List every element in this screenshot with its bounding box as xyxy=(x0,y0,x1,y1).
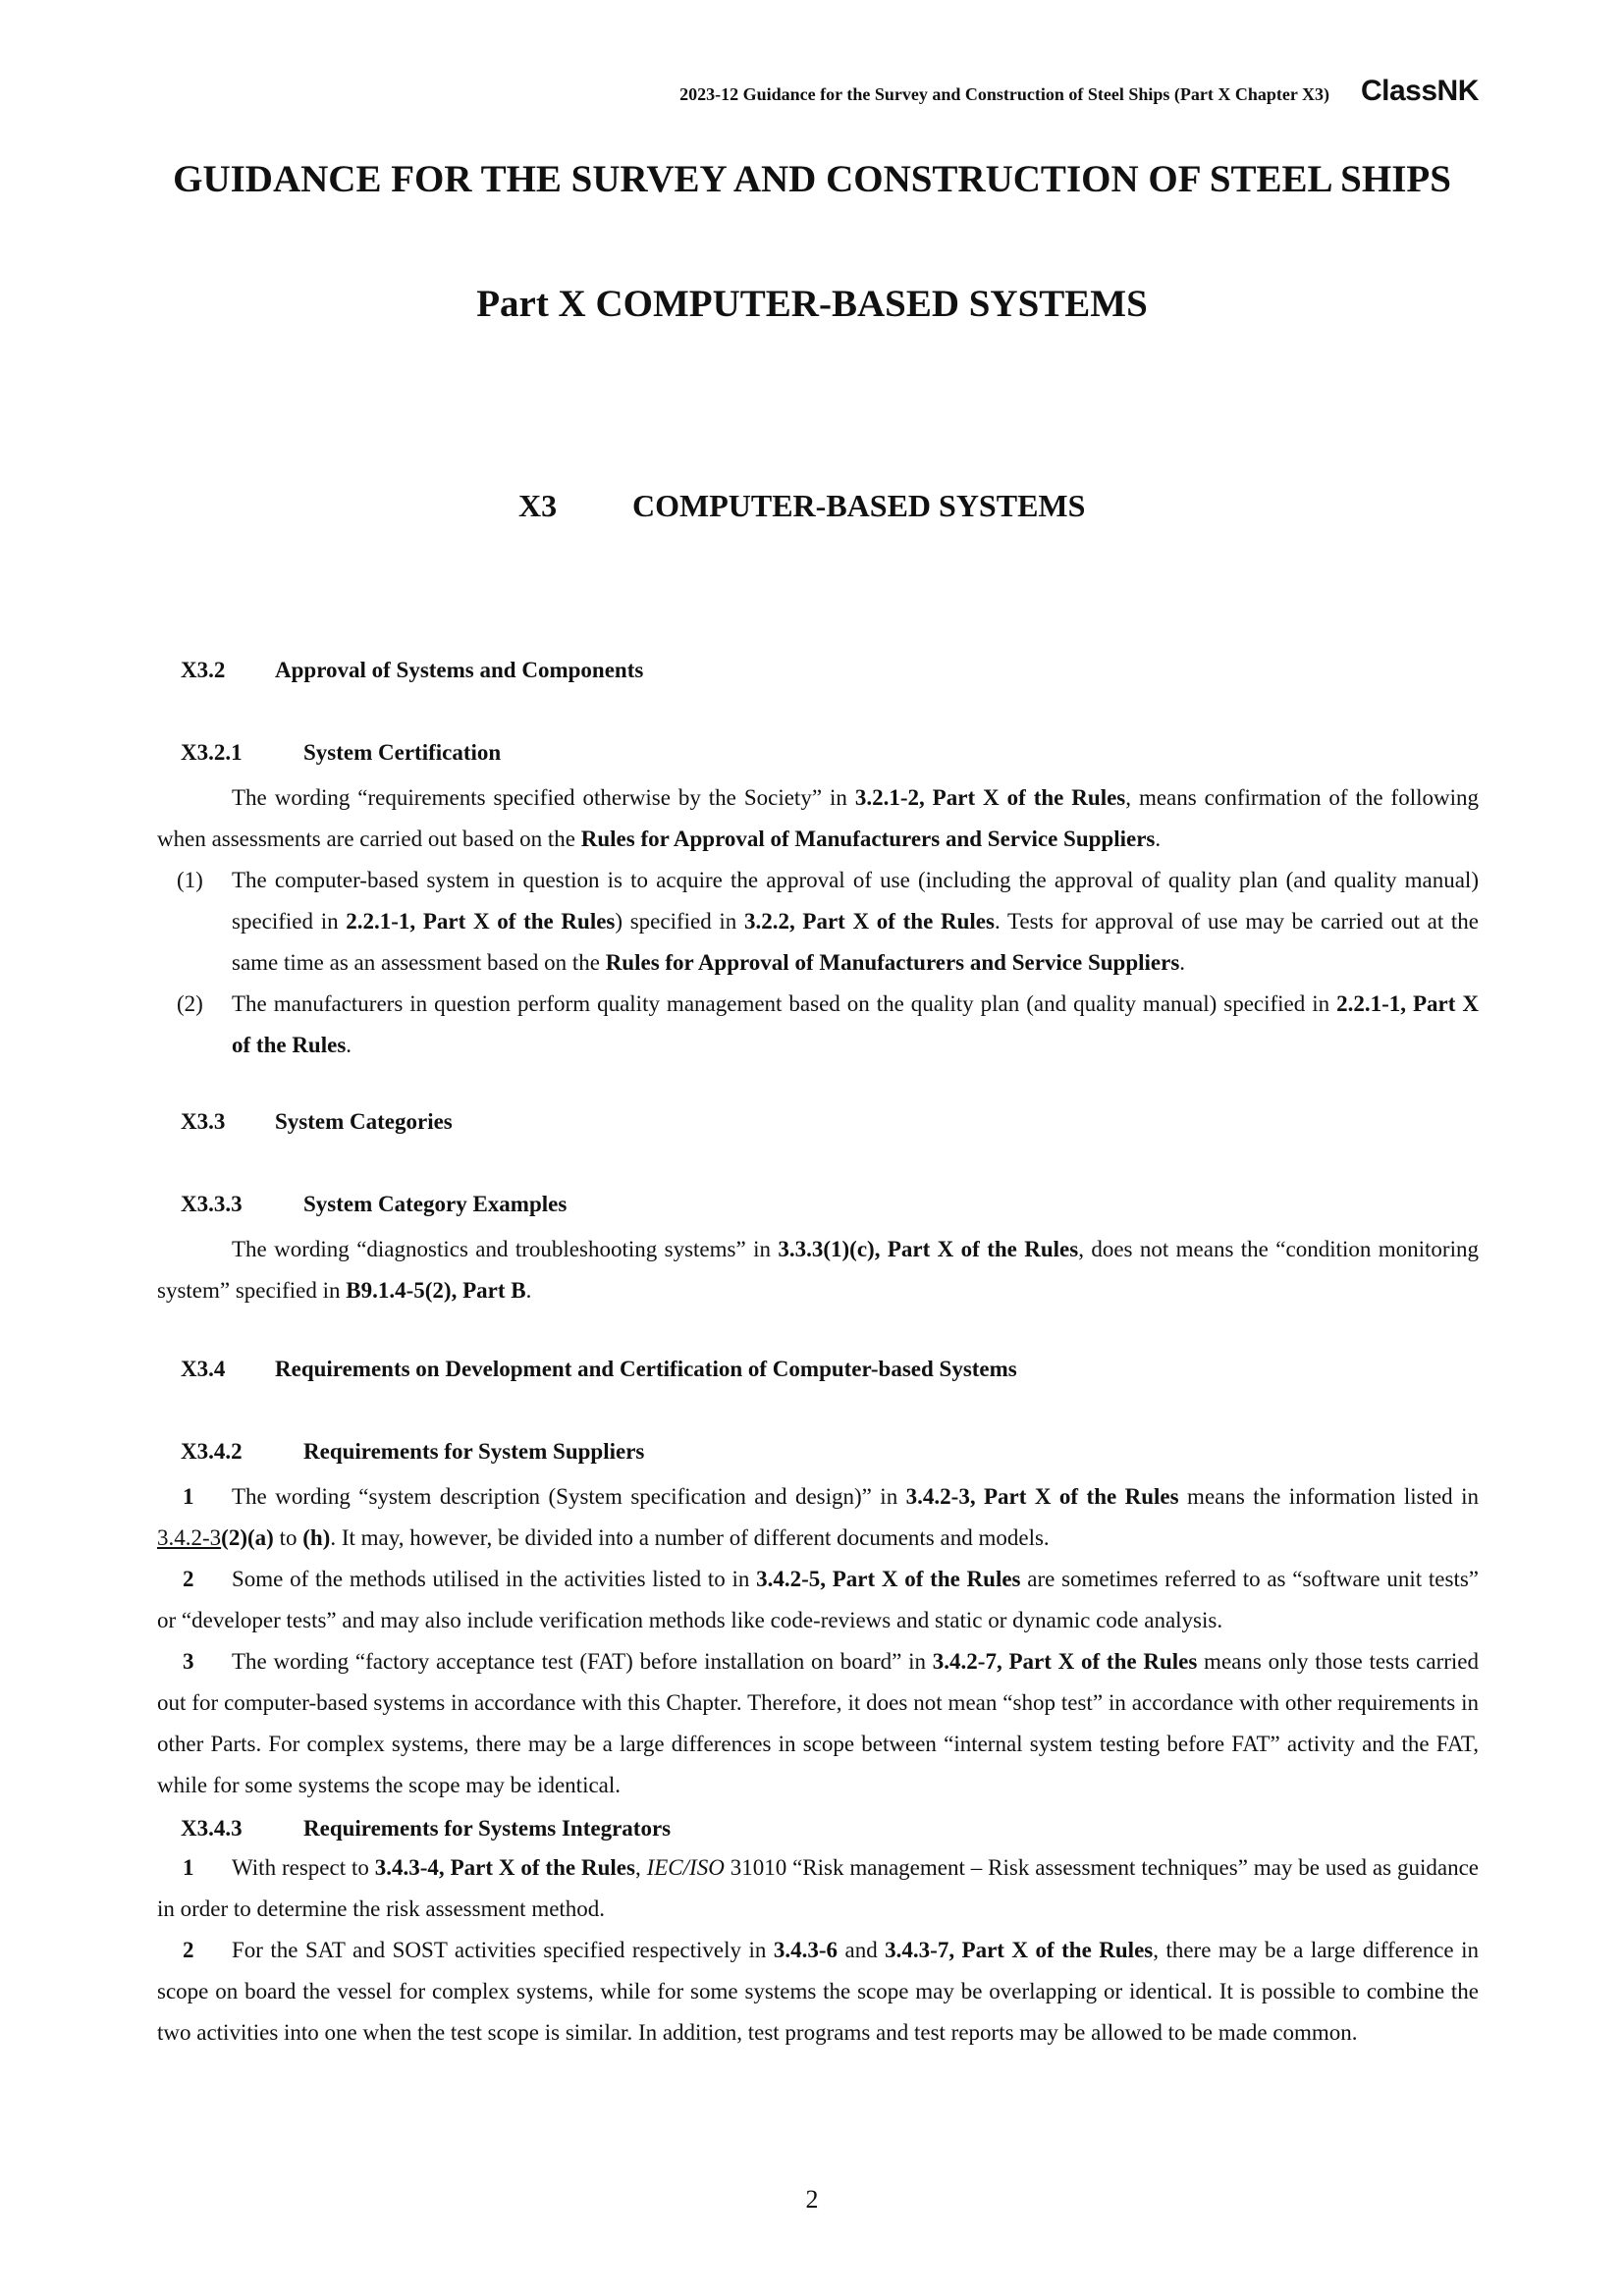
document-title: GUIDANCE FOR THE SURVEY AND CONSTRUCTION OF STEEL SHIPS xyxy=(173,158,1451,200)
subsection-number: X3.3.3 xyxy=(181,1192,243,1216)
rule-reference: 2.2.1-1, Part X of the Rules xyxy=(346,909,616,934)
rule-reference: 3.4.2-7, Part X of the Rules xyxy=(932,1649,1198,1674)
rule-reference: 3.4.2-3, Part X of the Rules xyxy=(905,1484,1179,1509)
text: to xyxy=(273,1525,303,1550)
chapter-heading xyxy=(518,488,1085,524)
section-heading-x3-3 xyxy=(181,1109,453,1135)
section-number: X3.4 xyxy=(181,1357,226,1381)
subsection-number: X3.4.2 xyxy=(181,1439,243,1464)
list-item-2 xyxy=(157,984,1479,1066)
part-title: Part X COMPUTER-BASED SYSTEMS xyxy=(476,283,1148,325)
text: The manufacturers in question perform quality management based on the quality plan (and quality manual) specified in xyxy=(232,991,1337,1016)
subsection-heading-x3-2-1 xyxy=(181,740,501,766)
text: . xyxy=(1155,827,1162,851)
list-item-1 xyxy=(157,860,1479,984)
text: , xyxy=(634,1855,647,1880)
rule-reference: 3.4.3-7, Part X of the Rules xyxy=(885,1938,1154,1962)
numbered-paragraph-2 xyxy=(157,1559,1479,1641)
list-x3-2-1 xyxy=(157,860,1479,1066)
section-title: Approval of Systems and Components xyxy=(275,658,644,682)
subsection-heading-x3-3-3 xyxy=(181,1192,567,1217)
text: . xyxy=(525,1278,532,1303)
text: ) specified in xyxy=(615,909,744,934)
chapter-number: X3 xyxy=(518,488,558,523)
rule-reference: 3.4.3-6 xyxy=(773,1938,839,1962)
standard-name: IEC/ISO xyxy=(646,1855,725,1880)
paragraph-number: 1 xyxy=(183,1855,194,1880)
subsection-title: System Certification xyxy=(303,740,502,765)
text: The wording “system description (System specification and design)” in xyxy=(232,1484,906,1509)
section-title: Requirements on Development and Certification of Computer-based Systems xyxy=(275,1357,1017,1381)
text: and xyxy=(838,1938,886,1962)
paragraph-number: 1 xyxy=(183,1484,194,1509)
text: The computer-based system in question is to acquire the approval of use (including the approval of quality plan (and quality manual) specified in xyxy=(232,868,1479,934)
rule-reference: 3.4.2-5, Part X of the Rules xyxy=(756,1567,1021,1591)
rule-reference: 3.3.3(1)(c), Part X of the Rules xyxy=(778,1237,1079,1261)
paragraph-x3-2-1 xyxy=(157,777,1479,860)
text: . It may, however, be divided into a number of different documents and models. xyxy=(330,1525,1050,1550)
running-header: 2023-12 Guidance for the Survey and Construction of Steel Ships (Part X Chapter X3) xyxy=(679,84,1329,104)
subsection-heading-x3-4-3 xyxy=(181,1816,671,1842)
section-number: X3.3 xyxy=(181,1109,226,1134)
paragraph-x3-3-3 xyxy=(157,1229,1479,1311)
text: means the information listed in xyxy=(1178,1484,1480,1509)
text: The wording “factory acceptance test (FAT) before installation on board” in xyxy=(232,1649,933,1674)
rule-reference: Rules for Approval of Manufacturers and Service Suppliers xyxy=(605,950,1180,975)
text: With respect to xyxy=(232,1855,375,1880)
text: means only those tests carried out for computer-based systems in accordance with this Chapter. Therefore, it does not mean “shop test” in accordance with other requirements in other Parts. For complex systems, there may be a large differences in scope between “internal system testing before FAT” activity and the FAT, while for some systems the scope may be identical. xyxy=(157,1649,1480,1797)
numbered-paragraph-x3-4-3-1 xyxy=(157,1847,1479,1930)
page-number: 2 xyxy=(805,2185,819,2214)
text: , there may be a large difference in scope on board the vessel for complex systems, while for some systems the scope may be overlapping or identical. It is possible to combine the two activities into one when the test scope is similar. In addition, test programs and test reports may be allowed to be made common. xyxy=(157,1938,1479,2045)
text: The wording “requirements specified otherwise by the Society” in xyxy=(232,785,855,810)
rule-reference: 3.2.1-2, Part X of the Rules xyxy=(854,785,1126,810)
text: , does not means the “condition monitoring system” specified in xyxy=(157,1237,1479,1303)
rule-reference: 3.4.3-4, Part X of the Rules xyxy=(374,1855,635,1880)
numbered-paragraph-3 xyxy=(157,1641,1479,1806)
numbered-paragraph-x3-4-3-2 xyxy=(157,1930,1479,2054)
text: The wording “diagnostics and troubleshooting systems” in xyxy=(232,1237,779,1261)
text: 31010 “Risk management – Risk assessment techniques” may be used as guidance in order to determine the risk assessment method. xyxy=(157,1855,1479,1921)
section-number: X3.2 xyxy=(181,658,226,682)
rule-reference: (h) xyxy=(302,1525,331,1550)
rule-reference: Rules for Approval of Manufacturers and Service Suppliers xyxy=(580,827,1156,851)
text: are sometimes referred to as “software unit tests” or “developer tests” and may also include verification methods like code-reviews and static or dynamic code analysis. xyxy=(157,1567,1479,1632)
text: For the SAT and SOST activities specified respectively in xyxy=(232,1938,774,1962)
paragraph-number: 2 xyxy=(183,1938,194,1962)
subsection-title: Requirements for Systems Integrators xyxy=(303,1816,672,1841)
classnk-logo: ClassNK xyxy=(1361,75,1479,107)
subsection-number: X3.2.1 xyxy=(181,740,243,765)
section-heading-x3-4 xyxy=(181,1357,1017,1382)
rule-reference: 3.2.2, Part X of the Rules xyxy=(743,909,995,934)
text: , means confirmation of the following when assessments are carried out based on the xyxy=(157,785,1479,851)
text: . xyxy=(1179,950,1186,975)
numbered-paragraph-1 xyxy=(157,1476,1479,1559)
rule-reference: B9.1.4-5(2), Part B xyxy=(346,1278,526,1303)
section-title: System Categories xyxy=(275,1109,453,1134)
paragraph-number: 3 xyxy=(183,1649,194,1674)
list-label: (1) xyxy=(177,868,203,892)
section-heading-x3-2 xyxy=(181,658,643,683)
subsection-number: X3.4.3 xyxy=(181,1816,243,1841)
paragraph-number: 2 xyxy=(183,1567,194,1591)
subsection-heading-x3-4-2 xyxy=(181,1439,644,1465)
subsection-title: System Category Examples xyxy=(303,1192,568,1216)
rule-reference-link[interactable]: 3.4.2-3 xyxy=(157,1525,222,1550)
text: . Tests for approval of use may be carried out at the same time as an assessment based on the xyxy=(232,909,1480,975)
subsection-title: Requirements for System Suppliers xyxy=(303,1439,645,1464)
list-label: (2) xyxy=(177,991,203,1016)
chapter-title: COMPUTER-BASED SYSTEMS xyxy=(632,488,1086,523)
text: Some of the methods utilised in the activities listed to in xyxy=(232,1567,757,1591)
rule-reference: (2)(a) xyxy=(221,1525,274,1550)
rule-reference: 2.2.1-1, Part X of the Rules xyxy=(232,991,1479,1057)
text: . xyxy=(346,1033,352,1057)
